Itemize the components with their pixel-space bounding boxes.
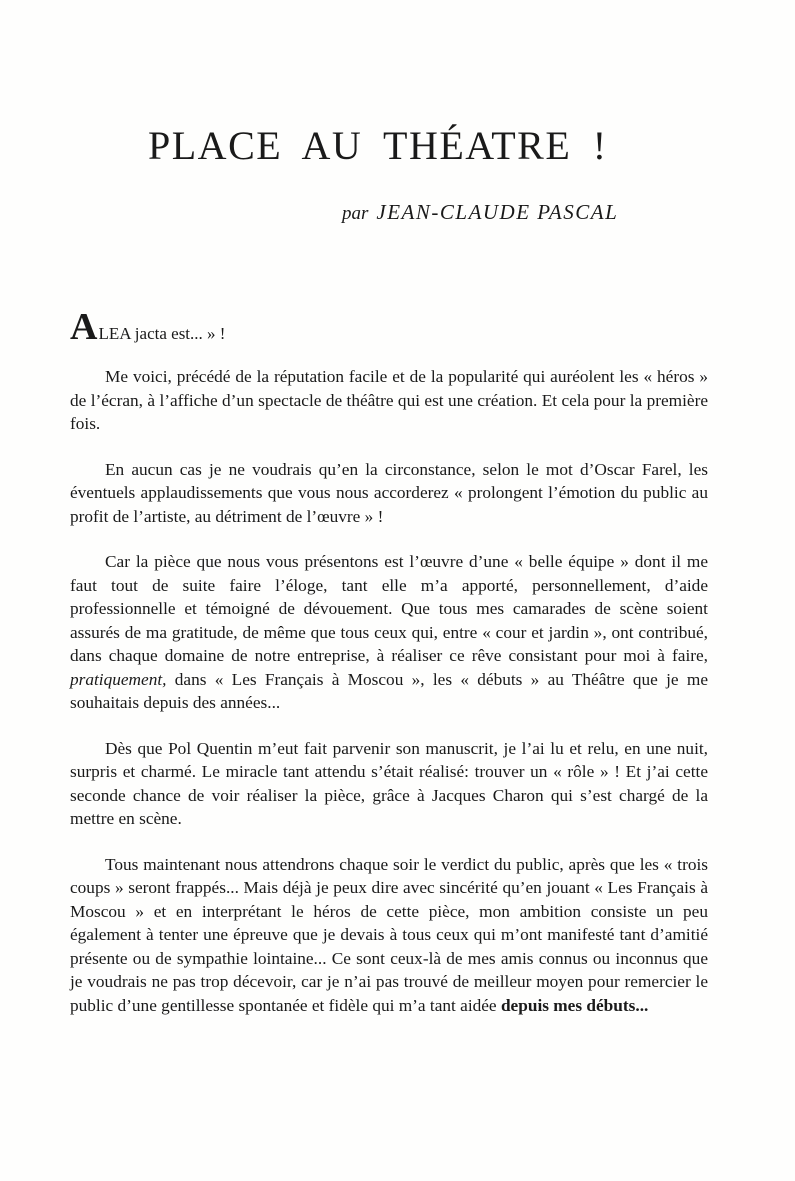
article-body — [70, 306, 708, 1039]
article-title: PLACE AU THÉATRE ! — [148, 123, 608, 168]
author-name: JEAN-CLAUDE PASCAL — [376, 200, 619, 224]
paragraph-2: En aucun cas je ne voudrais qu’en la circonstance, selon le mot d’Oscar Farel, les éventuels applaudissements que vous nous accorderez « prolongent l’émotion du public au profit de l’artiste, au détriment de l’œuvre » ! — [70, 459, 708, 526]
paragraph-3-part-1: Car la pièce que nous vous présentons est l’œuvre d’une « belle équipe » dont il me faut tout de suite faire l’éloge, tant elle m’a apporté, personnellement, d’aide professionnelle et témoigné de dévouement. Que tous mes camarades de scène soient assurés de ma gratitude, de même que tous ceux qui, entre « cour et jardin », ont contribué, dans chaque domaine de notre entreprise, à réaliser ce rêve consistant pour moi à faire, — [70, 552, 708, 665]
byline — [342, 200, 618, 225]
paragraph-5-text: Tous maintenant nous attendrons chaque soir le verdict du public, après que les « trois coups » seront frappés... Mais déjà je peux dire avec sincérité qu’en jouant « Les Français à Moscou » et en interprétant le héros de cette pièce, mon ambition consiste un peu également à tenter une épreuve que je devais à tous ceux qui m’ont manifesté tant d’amitié présente ou de sympathie lointaine... Ce sont ceux-là de mes amis connus ou inconnus que je voudrais ne pas trop décevoir, car je n’ai pas trouvé de meilleur moyen pour remercier le public d’une gentillesse spontanée et fidèle qui m’a tant aidée — [70, 854, 708, 1015]
paragraph-3-part-2: dans « Les Français à Moscou », les « débuts » au Théâtre que je me souhaitais depuis des années... — [70, 669, 708, 712]
byline-prefix: par — [342, 203, 369, 224]
paragraph-5 — [70, 853, 708, 1018]
paragraph-3-italic: pratiquement, — [70, 669, 167, 689]
drop-cap: A — [70, 306, 98, 348]
paragraph-1: Me voici, précédé de la réputation facile et de la popularité qui auréolent les « héros » de l’écran, à l’affiche d’un spectacle de théâtre qui est une création. Et cela pour la première fois. — [70, 367, 708, 433]
paragraph-5-closing: depuis mes débuts... — [500, 995, 649, 1015]
paragraph-3 — [70, 550, 708, 715]
opening-line — [70, 306, 708, 349]
opening-text: LEA jacta est... » ! — [98, 324, 226, 343]
paragraph-4: Dès que Pol Quentin m’eut fait parvenir son manuscrit, je l’ai lu et relu, en une nuit, surpris et charmé. Le miracle tant attendu s’était réalisé: trouver un « rôle » ! Et j’ai cette seconde chance de voir réaliser la pièce, grâce à Jacques Charon qui s’est chargé de la mettre en scène. — [70, 738, 708, 828]
